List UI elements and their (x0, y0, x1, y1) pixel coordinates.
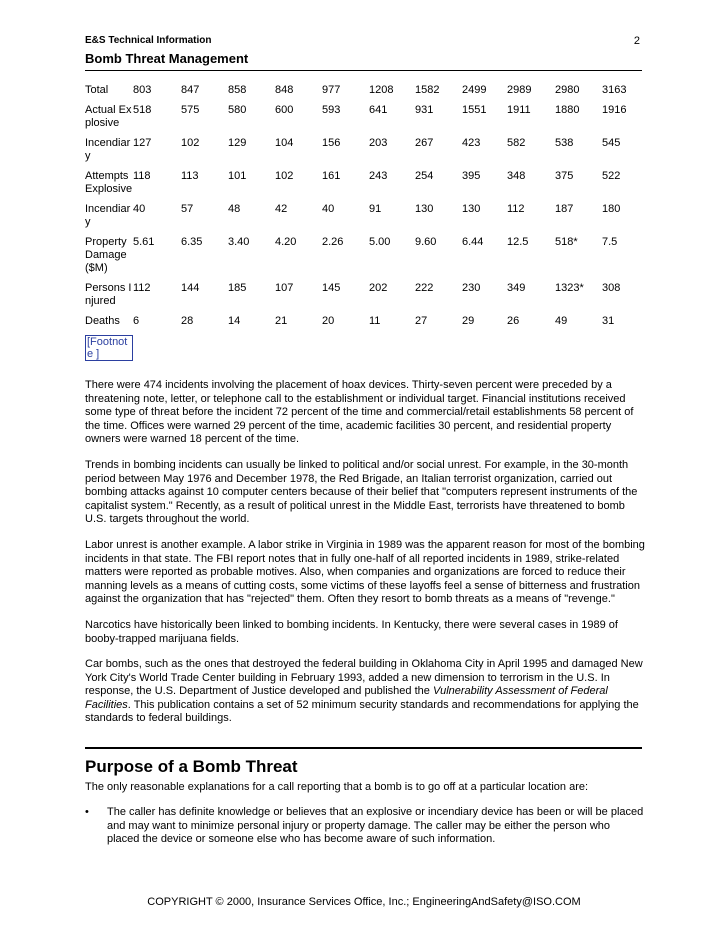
row-label: Property Damage ($M) (85, 236, 127, 274)
paragraph: Trends in bombing incidents can usually be linked to political and/or social unrest. For example, in the 30-month period between May 1976 and December 1978, the Red Brigade, an Italian terrorist organization, carried out bombing attacks against 10 computer centers because of their belief that "computers represent instruments of the capitalist system." Recently, as a result of political unrest in the Middle East, terrorists have threatened to bomb U.S. targets throughout the world. (85, 458, 638, 526)
table-cell: 3163 (602, 84, 627, 96)
bullet-icon: • (85, 806, 89, 818)
table-cell: 349 (507, 282, 526, 294)
table-cell: 522 (602, 170, 621, 182)
row-label: Incendiary (85, 137, 131, 162)
table-cell: 49 (555, 315, 568, 327)
table-cell: 308 (602, 282, 621, 294)
table-cell: 2989 (507, 84, 532, 96)
table-cell: 6.35 (181, 236, 203, 248)
page-footer: COPYRIGHT © 2000, Insurance Services Office, Inc.; EngineeringAndSafety@ISO.COM (147, 896, 581, 908)
table-cell: 545 (602, 137, 621, 149)
footnote-cell (85, 335, 133, 368)
footnote-row (85, 335, 642, 368)
table-cell: 423 (462, 137, 481, 149)
table-cell: 5.00 (369, 236, 391, 248)
table-cell: 27 (415, 315, 428, 327)
table-cell: 1323* (555, 282, 584, 294)
row-label: Actual Explosive (85, 104, 132, 129)
table-cell: 2980 (555, 84, 580, 96)
table-cell: 127 (133, 137, 152, 149)
table-cell: 156 (322, 137, 341, 149)
section-intro: The only reasonable explanations for a call reporting that a bomb is to go off at a particular location are: (85, 781, 589, 793)
table-cell: 580 (228, 104, 247, 116)
table-cell: 641 (369, 104, 388, 116)
table-cell: 2499 (462, 84, 487, 96)
table-cell: 118 (133, 170, 151, 182)
table-cell: 4.20 (275, 236, 297, 248)
table-row (85, 203, 642, 236)
section-divider (85, 747, 642, 749)
table-cell: 1208 (369, 84, 394, 96)
table-cell: 144 (181, 282, 200, 294)
footnote-link[interactable]: [Footnote ] (85, 335, 133, 361)
table-cell: 6 (133, 315, 140, 327)
section-label: E&S Technical Information (85, 35, 212, 46)
table-cell: 26 (507, 315, 520, 327)
table-cell: 575 (181, 104, 200, 116)
table-row (85, 84, 642, 104)
table-cell: 5.61 (133, 236, 155, 248)
table-cell: 28 (181, 315, 194, 327)
table-cell: 11 (369, 315, 381, 327)
table-cell: 230 (462, 282, 481, 294)
paragraph: Narcotics have historically been linked to bombing incidents. In Kentucky, there were several cases in 1989 of booby-trapped marijuana fields. (85, 618, 618, 645)
table-row (85, 104, 642, 137)
table-row (85, 282, 642, 315)
table-cell: 42 (275, 203, 288, 215)
table-cell: 538 (555, 137, 574, 149)
text-span: . This publication contains a set of 52 minimum security standards and recommendations for applying the standards to federal buildings. (85, 698, 639, 725)
row-label: Deaths (85, 315, 120, 327)
table-cell: 518 (133, 104, 152, 116)
table-cell: 161 (322, 170, 341, 182)
table-cell: 29 (462, 315, 475, 327)
paragraph-car-bombs (85, 658, 645, 726)
table-cell: 40 (133, 203, 146, 215)
table-cell: 1911 (507, 104, 531, 116)
table-row (85, 137, 642, 170)
table-cell: 847 (181, 84, 200, 96)
table-cell: 267 (415, 137, 434, 149)
table-cell: 803 (133, 84, 152, 96)
table-cell: 203 (369, 137, 388, 149)
table-cell: 600 (275, 104, 294, 116)
table-cell: 6.44 (462, 236, 484, 248)
table-cell: 113 (181, 170, 199, 182)
row-label: Total (85, 84, 109, 96)
table-cell: 104 (275, 137, 294, 149)
table-cell: 12.5 (507, 236, 529, 248)
section-heading: Purpose of a Bomb Threat (85, 757, 298, 776)
table-cell: 101 (228, 170, 247, 182)
row-label: Persons Injured (85, 282, 132, 307)
row-label: Incendiary (85, 203, 131, 228)
table-cell: 1880 (555, 104, 580, 116)
table-cell: 222 (415, 282, 434, 294)
table-cell: 7.5 (602, 236, 618, 248)
table-cell: 348 (507, 170, 526, 182)
table-cell: 112 (507, 203, 525, 215)
table-row (85, 170, 642, 203)
table-cell: 102 (275, 170, 294, 182)
table-cell: 977 (322, 84, 341, 96)
table-cell: 14 (228, 315, 241, 327)
body-text (85, 379, 645, 738)
table-cell: 112 (133, 282, 151, 294)
table-cell: 1551 (462, 104, 487, 116)
table-cell: 1916 (602, 104, 627, 116)
table-cell: 57 (181, 203, 194, 215)
table-cell: 2.26 (322, 236, 344, 248)
page-number: 2 (633, 35, 640, 47)
table-cell: 3.40 (228, 236, 250, 248)
paragraph: There were 474 incidents involving the placement of hoax devices. Thirty-seven percent were preceded by a threatening note, letter, or telephone call to the establishment or individual target. Financial institutions received some type of threat before the incident 72 percent of the time and commercial/retail establishments 58 percent of the time. Offices were warned 29 percent of the time, academic facilities 30 percent, and residential property owners were warned 18 percent of the time. (85, 379, 634, 446)
table-cell: 518* (555, 236, 578, 248)
row-label: Attempts Explosive (85, 170, 133, 195)
table-cell: 180 (602, 203, 621, 215)
bullet-text: The caller has definite knowledge or believes that an explosive or incendiary device has been or will be placed and may want to minimize personal injury or property damage. The caller may be either the person who placed the device or someone else who has become aware of such information. (107, 806, 644, 846)
table-cell: 145 (322, 282, 341, 294)
table-cell: 48 (228, 203, 241, 215)
table-cell: 593 (322, 104, 341, 116)
table-cell: 858 (228, 84, 247, 96)
table-cell: 582 (507, 137, 526, 149)
table-row (85, 315, 642, 335)
table-cell: 20 (322, 315, 335, 327)
table-row (85, 236, 642, 282)
bullet-item (85, 806, 645, 847)
table-cell: 107 (275, 282, 294, 294)
incident-statistics-table (85, 84, 642, 368)
table-cell: 202 (369, 282, 388, 294)
table-cell: 848 (275, 84, 294, 96)
table-cell: 187 (555, 203, 574, 215)
table-cell: 1582 (415, 84, 440, 96)
table-cell: 9.60 (415, 236, 437, 248)
document-title: Bomb Threat Management (85, 51, 249, 66)
table-cell: 129 (228, 137, 247, 149)
table-cell: 130 (415, 203, 434, 215)
table-cell: 102 (181, 137, 200, 149)
paragraph: Labor unrest is another example. A labor strike in Virginia in 1989 was the apparent reason for most of the bombing incidents in that state. The FBI report notes that in fully one-half of all reported incidents in 1989, strike-related matters were reported as probable motives. Also, when companies and organizations are forced to reduce their manning levels as a means of cutting costs, some victims of these layoffs feel a sense of bitterness and frustration against the organization that has "rejected" them. Often they resort to bomb threats as a means of "revenge." (85, 538, 645, 606)
table-cell: 40 (322, 203, 335, 215)
text-span: Car bombs, such as the ones that destroyed the federal building in Oklahoma City in April 1995 and damaged New York City's World Trade Center building in February 1993, added a new dimension to terrorism in the U.S. In response, the U.S. Department of Justice developed and published the (85, 658, 643, 698)
table-cell: 130 (462, 203, 481, 215)
table-cell: 21 (275, 315, 288, 327)
table-cell: 931 (415, 104, 434, 116)
table-cell: 243 (369, 170, 388, 182)
table-cell: 91 (369, 203, 382, 215)
publication-title: Vulnerability Assessment of Federal Facilities (85, 685, 608, 711)
header-divider (85, 70, 642, 71)
table-cell: 31 (602, 315, 615, 327)
table-cell: 375 (555, 170, 574, 182)
table-cell: 185 (228, 282, 247, 294)
table-cell: 254 (415, 170, 434, 182)
table-cell: 395 (462, 170, 481, 182)
